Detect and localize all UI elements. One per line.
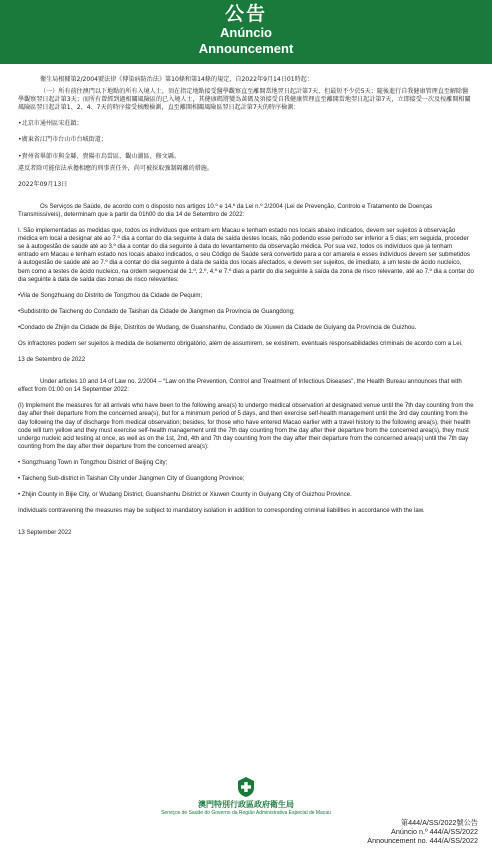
zh-location-3: •貴州省畢節市與金縣、貴陽市烏當區、觀山湖區、修文縣。 (18, 152, 181, 160)
pt-intro: Os Serviços de Saúde, de acordo com o disposto nos artigos 10.º e 14.º da Lei n.º 2/2004 (Lei de Prevenção, Controlo e Tratamento de Doenças Transmissíveis), determinam que a partir da 01h00 do dia 14 de Setembro de 2022: (18, 202, 433, 218)
zh-date: 2022年09月13日 (18, 180, 68, 188)
pt-item-1: I. São implementadas as medidas que, todos os indivíduos que entram em Macau e tenham estado nos locais abaixo indicados, devem ser sujeitos à observação médica em local a designar até ao 7.º dia a contar do dia seguinte à data de saída destes locais, não podendo esse período ser inferior a 5 dias; em seguida, proceder se à autogestão de saúde até ao 3.º dia a contar do dia seguinte à data do levantamento da observação médica. Por sua vez, todos os indivíduos que já tenham entrado em Macau e tenham estado nos locais abaixo indicados, o seu Código de Saúde será convertido para a cor amarela e esses indivíduos devem ser submetidos à autogestão de saúde até ao 7.º dia a contar do dia seguinte à data de saída dos locais afectados, e devem ser sujeitos, de imediato, a um teste de ácido nucleico, bem como a testes de ácido nucleico, na ordem sequencial de 1.º, 2.º, 4.º e 7.º dias a partir do dia seguinte à saída da zona de risco relevante, até ao 7.º dia a contar do dia seguinte à data de saída das zonas de risco relevantes: (18, 227, 474, 283)
en-location-3: • Zhijin County in Bijie City, or Wudang District, Guanshanhu District or Xiuwen County in Guiyang City of Guizhou Province. (18, 491, 352, 499)
title-zh: 公告 (224, 3, 267, 25)
section-pt (18, 203, 474, 364)
pt-location-2: •Subdistrito de Taicheng do Condado de Taishan da Cidade de Jiangmen da Província de Guangdong; (18, 307, 295, 315)
announcement-header (0, 0, 492, 64)
zh-location-2: •廣東省江門市台山市台城街道； (18, 136, 107, 144)
en-location-1: • Songzhuang Town in Tongzhou District of Beijing City; (18, 458, 168, 466)
title-en: Announcement (198, 41, 294, 56)
section-zh (18, 76, 474, 189)
announcement-references (367, 819, 478, 845)
en-intro: Under articles 10 and 14 of Law no. 2/2004 – “Law on the Prevention, Control and Treatment of Infectious Diseases”, the Health Bureau announces that with effect from 01:00 on 14 September 2022: (18, 378, 462, 394)
announcement-body (0, 64, 492, 537)
pt-warning: Os infractores podem ser sujeitos à medida de isolamento obrigatório, além de assumirem, se existirem, eventuais responsabilidades criminais de acordo com a Lei. (18, 339, 463, 347)
zh-location-1: •北京市通州區宋莊鎮； (18, 120, 83, 128)
footer (0, 776, 492, 817)
ref-zh: 第444/A/SS/2022號公告 (400, 818, 478, 827)
section-en (18, 378, 474, 537)
health-bureau-logo-icon (235, 776, 257, 798)
en-warning: Individuals contravening the measures may be subject to mandatory isolation in addition to corresponding criminal liabilities in accordance with the law. (18, 507, 425, 515)
pt-location-1: •Vila de Songzhuang do Distrito de Tongzhou da Cidade de Pequim; (18, 291, 203, 299)
en-location-2: • Taicheng Sub-district in Taishan City under Jiangmen City of Guangdong Province; (18, 475, 245, 482)
zh-warning: 違反者除可能依法承擔相應的刑事責任外，尚可被採取強制隔離的措施。 (18, 164, 213, 172)
en-date: 13 September 2022 (18, 529, 72, 537)
en-item-1: (I) Implement the measures for all arrivals who have been to the following area(s) to undergo medical observation at designated venue until the 7th day counting from the day after their departure from the concerned area(s), but for a minimum period of 5 days, and then exercise self-health management until the 3rd day counting from the day following the day of discharge from medical observation; besides, for those who have entered Macao earlier with a travel history to the following area(s), their health code will turn yellow and they must exercise self-health management until the 7th day counting from the day after their departure from the concerned area(s), they must undergo nucleic acid testing at once, as well as on the 1st, 2nd, 4th and 7th day counting from the day after their departure from the concerned area(s) until the 7th day counting from the day after their departure from the concerned area(s): (18, 402, 474, 450)
pt-date: 13 de Setembro de 2022 (18, 356, 86, 364)
title-pt: Anúncio (220, 25, 272, 40)
ref-en: Announcement no. 444/A/SS/2022 (367, 835, 478, 845)
zh-item-1: （一）所有前往澳門以下地點的所有入境人士，須在指定地點接受醫學觀察直至離開當地翌日起計第7天，但最短不少於5天；隨後進行自我健康管理直至解除醫學觀察翌日起計第3天；而所有曾經到過相關風險區的已入境人士，其健康碼將變為黃碼及須接受自我健康管理直至離開當地翌日起計第7天，立即接受一次及按離開相關風險區翌日起計第1、2、4、7天的時序接受核酸檢測，直至離開相關風險區翌日起計第7天的時序檢測： (18, 88, 471, 112)
ref-pt: Anúncio n.º 444/A/SS/2022 (391, 826, 478, 836)
gov-name-pt: Serviços de Saúde do Governo da Região Administrativa Especial de Macau (161, 810, 331, 816)
pt-location-3: •Condado de Zhijin da Cidade de Bijie, Distritos de Wudang, de Guanshanhu, Condado de Xiuwen da Cidade de Guiyang da Província de Guizhou. (18, 323, 417, 331)
gov-name-zh: 澳門特別行政區政府衛生局 (198, 800, 294, 809)
zh-intro: 衛生局根據第2/2004號法律《傳染病防治法》第10條和第14條的規定，自2022年9月14日01時起： (40, 76, 313, 83)
